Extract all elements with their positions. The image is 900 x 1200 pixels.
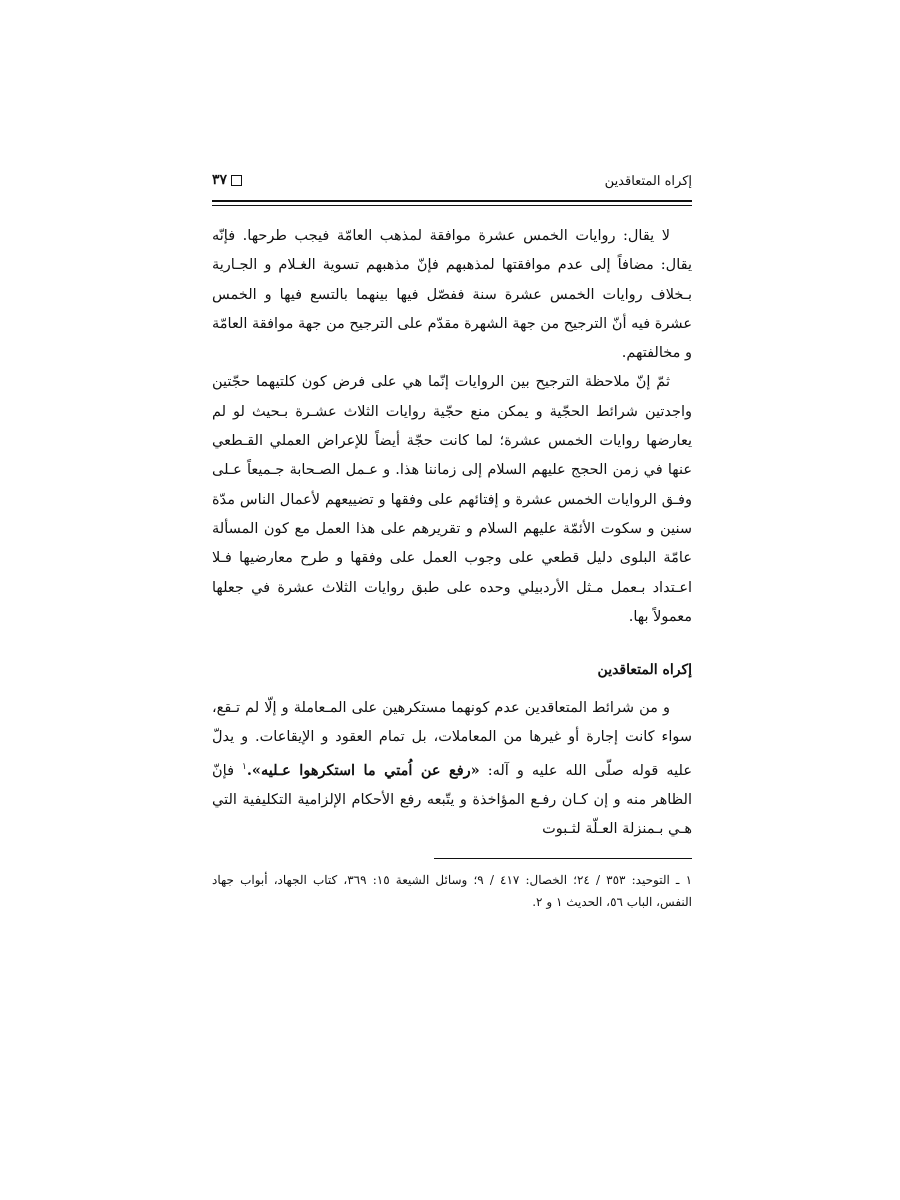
section-heading: إكراه المتعاقدين	[597, 662, 692, 679]
footnote-marker: ١	[242, 761, 247, 772]
hadith-quote: «رفع عن اُمتي ما استكرهوا عـليه».	[246, 761, 480, 779]
body-text	[212, 222, 692, 632]
running-title: إكراه المتعاقدين	[604, 174, 692, 189]
footnote: ١ ـ التوحيد: ٣٥٣ / ٢٤؛ الخصال: ٤١٧ / ٩؛ وسائل الشيعة ١٥: ٣٦٩، كتاب الجهاد، أبواب جهاد النفس، الباب ٥٦، الحديث ١ و ٢.	[212, 873, 693, 910]
page-number: ٣٧	[212, 172, 228, 188]
paragraph	[212, 694, 692, 844]
section-body	[212, 694, 692, 844]
page-header	[212, 168, 692, 198]
footnotes	[212, 869, 692, 913]
paragraph: ثمّ إنّ ملاحظة الترجيح بين الروايات إنّما هي على فرض كون كلتيهما حجّتين واجدتين شرائط الحجّية و يمكن منع حجّية روايات الثلاث عشـرة بـحيث لو لم يعارضها روايات الخمس عشرة؛ لما كانت حجّة أيضاً للإعراض العملي القـطعي عنها في زمن الحجج عليهم السلام إلى زماننا هذا. و عـمل الصـحابة جـميعاً عـلى وفـق الروايات الخمس عشرة و إفتائهم على وفقها و تضييعهم لأعمال الناس مدّة سنين و سكوت الأئمّة عليهم السلام و تقريرهم على هذا العمل مع كون المسألة عامّة البلوى دليل قطعي على وجوب العمل على وفقها و طرح معارضيها فـلا اعـتداد بـعمل مـثل الأردبيلي وحده على طبق روايات الثلاث عشرة في جعلها معمولاً بها.	[212, 374, 692, 625]
footnote-divider	[434, 858, 692, 859]
page-number-group	[212, 172, 242, 188]
paragraph-text: و من شرائط المتعاقدين عدم كونهما مستكرهين على المـعاملة و إلّا لم تـقع، سواء كانت إجارة أو غيرها من المعاملات، بل تمام العقود و الإيقاعات. و يدلّ عليه قوله صلّى الله عليه و آله:	[212, 700, 692, 779]
square-icon	[231, 175, 242, 186]
paragraph-text: فإنّ الظاهر منه و إن كـان رفـع المؤاخذة و يتّبعه رفع الأحكام الإلزامية التكليفية التي هـي بـمنزلة العـلّة لثـبوت	[212, 762, 692, 838]
document-page	[212, 168, 692, 913]
paragraph: لا يقال: روايات الخمس عشرة موافقة لمذهب العامّة فيجب طرحها. فإنّه يقال: مضافاً إلى عدم موافقتها لمذهبهم فإنّ مذهبهم تسوية الغـلام و الجـارية بـخلاف روايات الخمس عشرة سنة ففصّل فيها بينهما بالتسع فيها و الخمس عشرة فيه أنّ الترجيح من جهة الشهرة مقدّم على الترجيح من جهة موافقة العامّة و مخالفتهم.	[212, 228, 692, 362]
header-rule	[212, 200, 692, 202]
